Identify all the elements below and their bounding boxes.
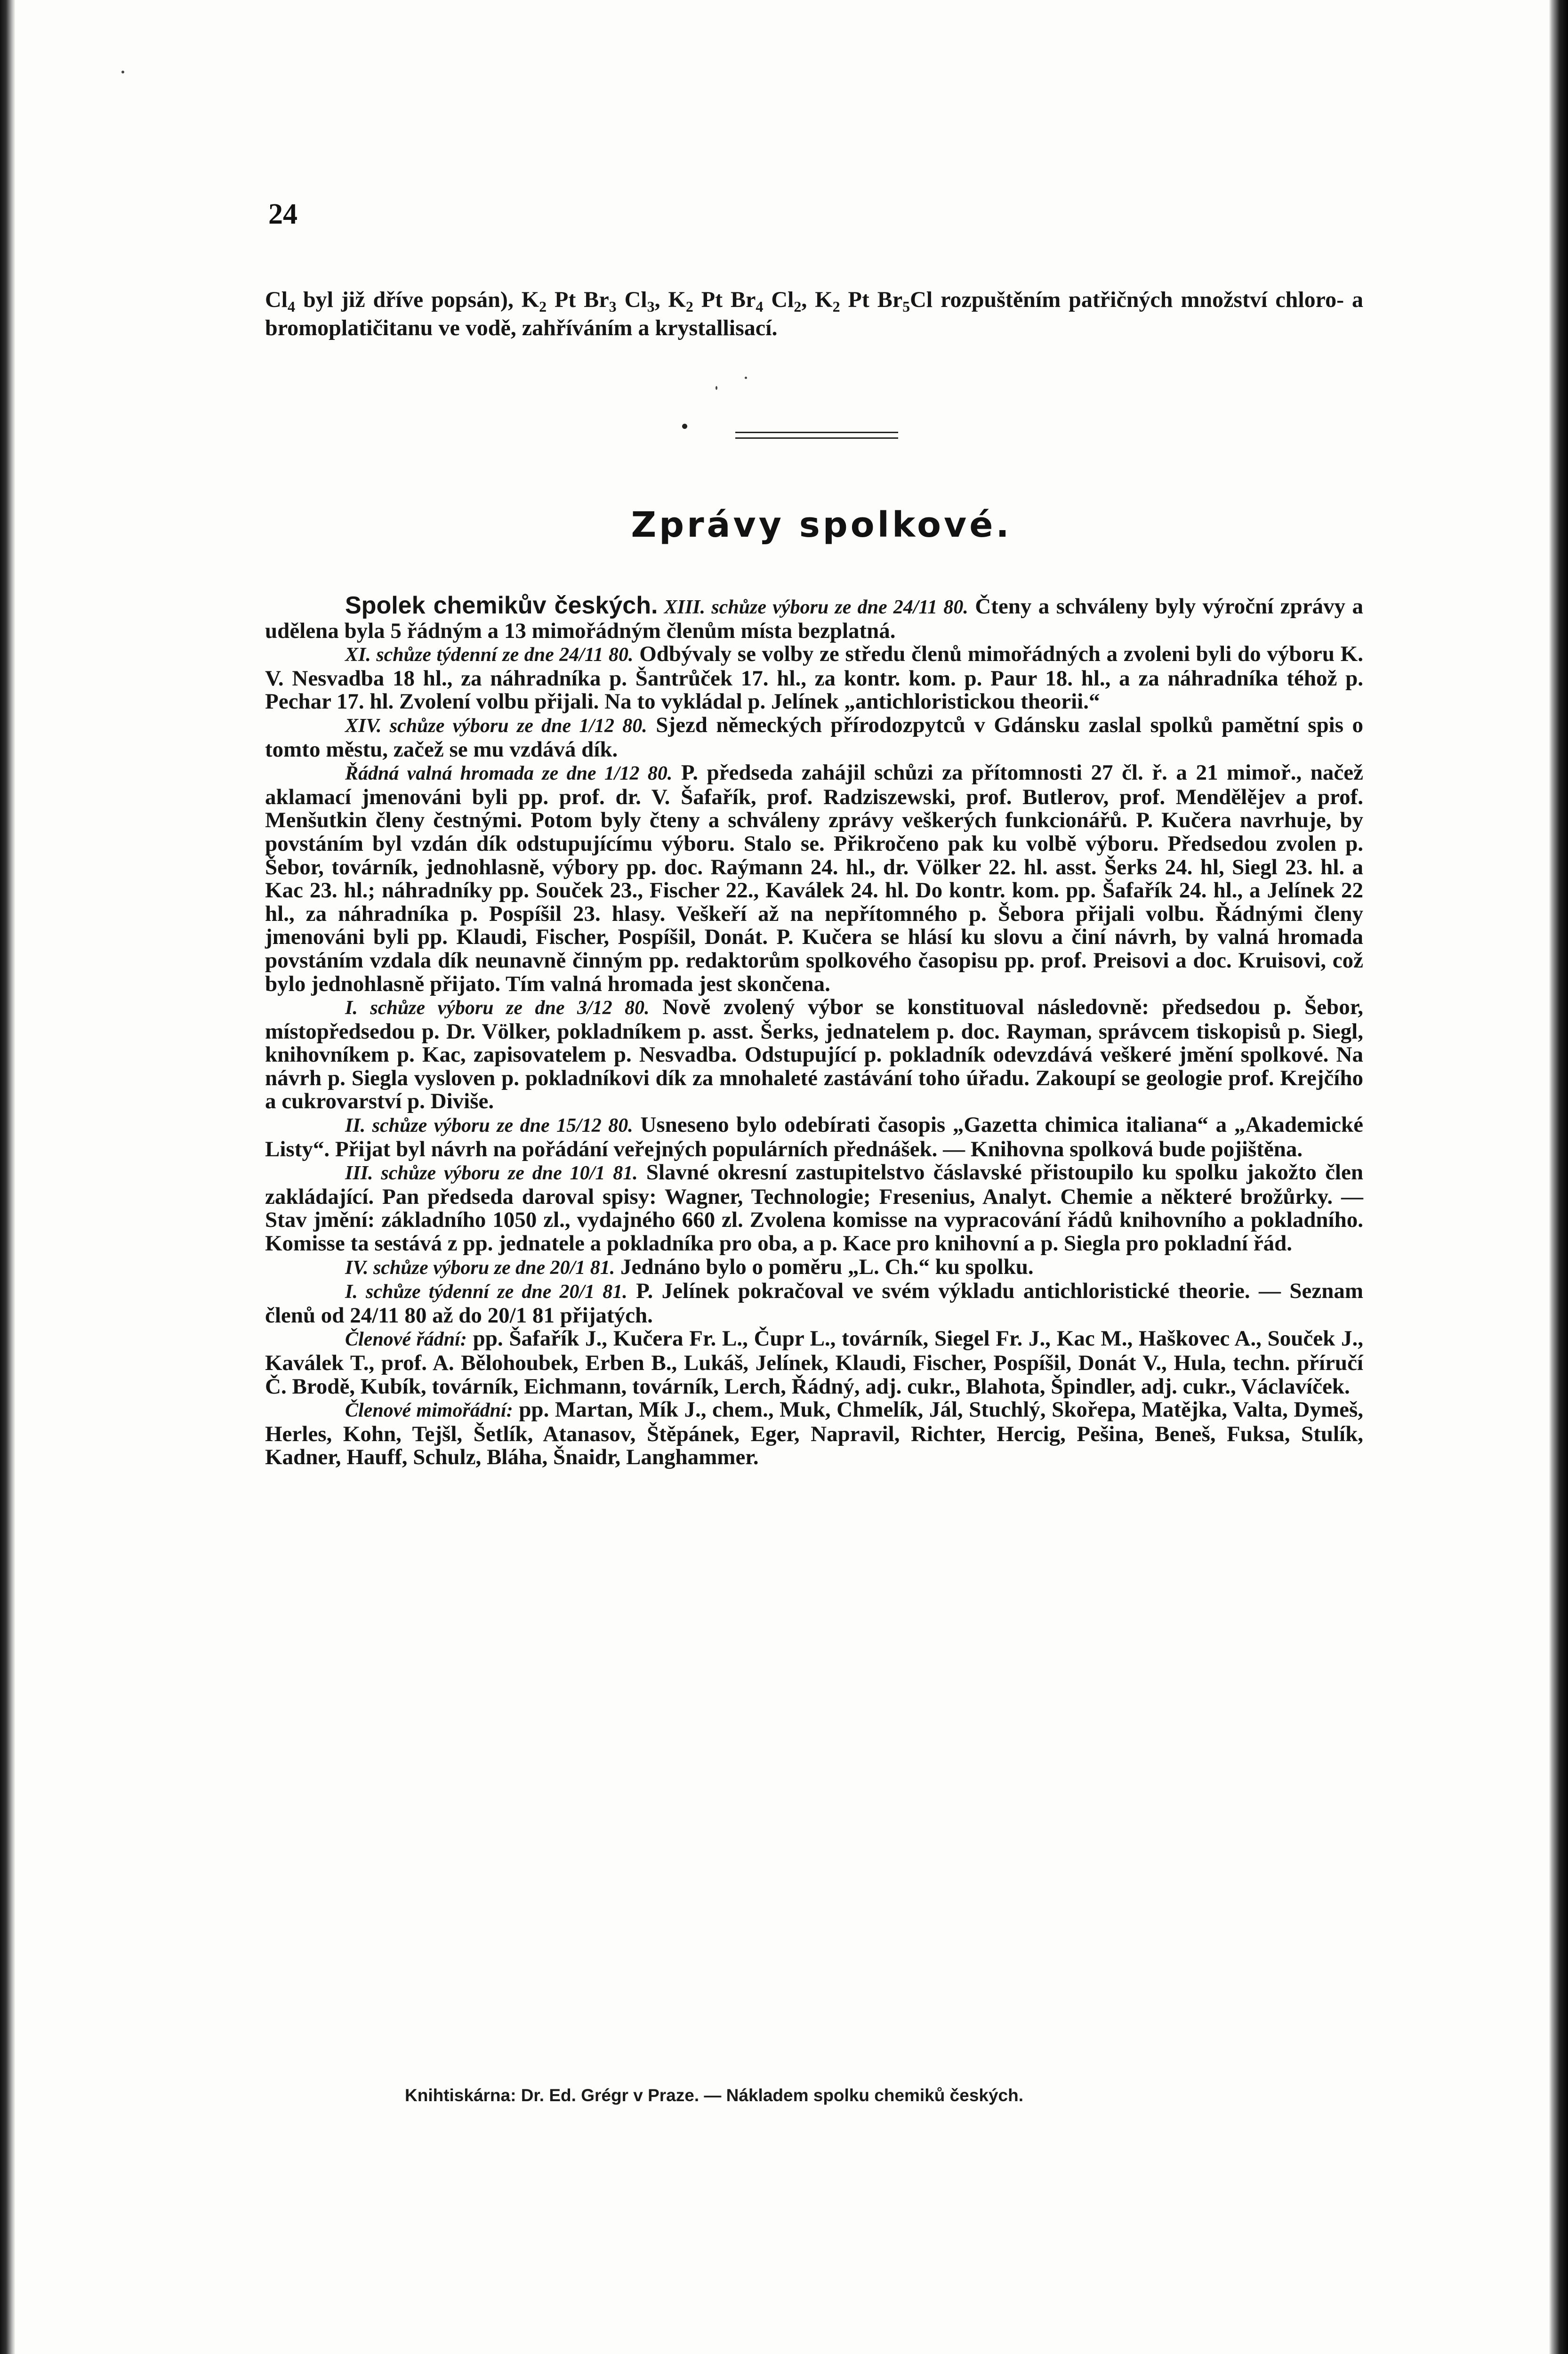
report-paragraph <box>265 1398 1363 1469</box>
scan-speck <box>745 377 747 379</box>
paragraph-text: pp. Martan, Mík J., chem., Muk, Chmelík, Jál, Stuchlý, Skořepa, Matějka, Valta, Dymeš, Herles, Kohn, Tejšl, Šetlík, Atanasov, Štěpánek, Eger, Napravil, Richter, Hercig, Pešina, Beneš, Fuksa, Stulík, Kadner, Hauff, Schulz, Bláha, Šnaidr, Langhammer. <box>265 1397 1363 1470</box>
report-paragraph <box>265 761 1363 996</box>
formula-subscript: 3 <box>647 298 655 315</box>
separator-rule-bottom <box>735 437 898 439</box>
intro-text: Cl <box>616 287 647 312</box>
intro-text: Pt Br <box>693 287 756 312</box>
scan-speck <box>716 386 717 390</box>
formula-subscript: 4 <box>756 298 764 315</box>
intro-text: Cl <box>265 287 288 312</box>
section-heading: Zprávy spolkové. <box>631 505 1012 545</box>
intro-text: Cl rozpuštěním patřičných množství chloro- a bromoplatičitanu ve vodě, zahříváním a krystallisací. <box>265 287 1364 340</box>
meeting-title: XIV. schůze výboru ze dne 1/12 80. <box>345 715 647 737</box>
formula-subscript: 5 <box>902 298 910 315</box>
intro-text: Pt Br <box>547 287 609 312</box>
report-paragraph <box>265 1280 1363 1327</box>
report-paragraph <box>265 714 1363 761</box>
meeting-title: XIII. schůze výboru ze dne 24/11 80. <box>658 597 968 618</box>
society-name: Spolek chemikův českých. <box>345 592 658 619</box>
separator-dot <box>682 424 687 429</box>
paragraph-text: P. předseda zahájil schůzi za přítomnosti 27 čl. ř. a 21 mimoř., načež aklamací jmenováni byli pp. prof. dr. V. Šafařík, prof. Radziszewski, prof. Butlerov, prof. Mendělějev a prof. Menšutkin členy čestnými. Potom byly čteny a schváleny zprávy veškerých funkcionářů. P. Kučera navrhuje, by povstáním byl vzdán dík odstupujícímu výboru. Stalo se. Přikročeno pak ku volbě výboru. Předsedou zvolen p. Šebor, továrník, jednohlasně, výbory pp. doc. Raýmann 24. hl., dr. Völker 22. hl. asst. Šerks 24. hl, Siegl 23. hl. a Kac 23. hl.; náhradníky pp. Souček 23., Fischer 22., Kaválek 24. hl. Do kontr. kom. pp. Šafařík 24. hl., a Jelínek 22 hl., za náhradníka p. Pospíšil 23. hlasy. Veškeří až na nepřítomného p. Šebora přijali volbu. Řádnými členy jmenováni byli pp. Klaudi, Fischer, Pospíšil, Donát. P. Kučera se hlásí ku slovu a činí návrh, by valná hromada povstáním vzdala dík neunavně činným pp. redaktorům spolkového časopisu pp. prof. Preisovi a doc. Kruisovi, což bylo jednohlasně přijato. Tím valná hromada jest skončena. <box>265 760 1363 996</box>
meeting-title: XI. schůze týdenní ze dne 24/11 80. <box>345 644 634 666</box>
intro-text: Pt Br <box>840 287 903 312</box>
formula-subscript: 3 <box>609 298 617 315</box>
page-number: 24 <box>268 198 298 230</box>
formula-subscript: 2 <box>832 298 840 315</box>
intro-text: , K <box>654 287 686 312</box>
paragraph-text: Slavné okresní zastupitelstvo čáslavské přistoupilo ku spolku jakožto člen zakládající. Pan předseda daroval spisy: Wagner, Technologie; Fresenius, Analyt. Chemie a některé brožůrky. — Stav jmění: základního 1050 zl., vydajného 660 zl. Zvolena komisse na vypracování řádů knihovního a pokladního. Komisse ta sestává z pp. jednatele a pokladníka pro oba, a p. Kace pro knihovní a p. Siegla pro pokladní řád. <box>265 1160 1363 1256</box>
report-paragraph <box>265 594 1363 643</box>
scan-edge-left <box>0 0 15 2354</box>
paragraph-text: P. Jelínek pokračoval ve svém výkladu antichloristické theorie. — Seznam členů od 24/11 80 až do 20/1 81 přijatých. <box>265 1279 1363 1328</box>
reports-body <box>265 594 1363 1469</box>
intro-text: byl již dříve popsán), K <box>295 287 539 312</box>
formula-subscript: 2 <box>539 298 547 315</box>
report-paragraph <box>265 1113 1363 1161</box>
paragraph-text: Odbývaly se volby ze středu členů mimořádných a zvoleni byli do výboru K. V. Nesvadba 18 hl., za náhradníka p. Šantrůček 17. hl., za kontr. kom. p. Paur 18. hl., a za náhradníka téhož p. Pechar 17. hl. Zvolení volbu přijali. Na to vykládal p. Jelínek „antichloristickou theorii.“ <box>265 642 1363 714</box>
separator-rule-top <box>735 432 898 433</box>
meeting-title: Členové mimořádní: <box>345 1400 513 1422</box>
meeting-title: I. schůze výboru ze dne 3/12 80. <box>345 997 650 1019</box>
meeting-title: Řádná valná hromada ze dne 1/12 80. <box>345 763 673 785</box>
formula-subscript: 2 <box>685 298 693 315</box>
paragraph-text: Usneseno bylo odebírati časopis „Gazetta chimica italiana“ a „Akademické Listy“. Přijat byl návrh na pořádání veřejných populárních přednášek. — Knihovna spolková bude pojištěna. <box>265 1113 1363 1161</box>
intro-text: , K <box>801 287 833 312</box>
meeting-title: II. schůze výboru ze dne 15/12 80. <box>345 1115 633 1137</box>
report-paragraph <box>265 643 1363 714</box>
paragraph-text: Čteny a schváleny byly výroční zprávy a udělena byla 5 řádným a 13 mimořádným členům místa bezplatná. <box>265 594 1364 643</box>
formula-subscript: 4 <box>288 298 295 315</box>
scan-edge-right <box>1549 0 1568 2354</box>
paragraph-text: Sjezd německých přírodozpytců v Gdánsku zaslal spolků pamětní spis o tomto městu, začež se mu vzdává dík. <box>265 712 1363 762</box>
report-paragraph <box>265 1327 1363 1398</box>
meeting-title: I. schůze týdenní ze dne 20/1 81. <box>345 1281 627 1303</box>
paragraph-text: Nově zvolený výbor se konstituoval následovně: předsedou p. Šebor, místopředsedou p. Dr. Völker, pokladníkem p. asst. Šerks, jednatelem p. doc. Rayman, správcem tiskopisů p. Siegl, knihovníkem p. Kac, zapisovatelem p. Nesvadba. Odstupující p. pokladník odevzdává veškeré jmění spolkové. Na návrh p. Siegla vysloven p. pokladníkovi dík za mnohaleté zastávání toho úřadu. Zakoupí se geologie prof. Krejčího a cukrovarství p. Diviše. <box>265 995 1363 1114</box>
paragraph-text: pp. Šafařík J., Kučera Fr. L., Čupr L., továrník, Siegel Fr. J., Kac M., Haškovec A., Souček J., Kaválek T., prof. A. Bělohoubek, Erben B., Lukáš, Jelínek, Klaudi, Fischer, Pospíšil, Donát V., Hula, techn. příručí Č. Brodě, Kubík, továrník, Eichmann, továrník, Lerch, Řádný, adj. cukr., Blahota, Špindler, adj. cukr., Václavíček. <box>265 1326 1363 1399</box>
intro-text: Cl <box>763 287 794 312</box>
meeting-title: Členové řádní: <box>345 1329 467 1351</box>
report-paragraph <box>265 1161 1363 1255</box>
report-paragraph <box>265 996 1363 1113</box>
intro-paragraph <box>265 286 1363 342</box>
meeting-title: IV. schůze výboru ze dne 20/1 81. <box>345 1257 615 1279</box>
scan-speck <box>121 71 124 73</box>
paragraph-text: Jednáno bylo o poměru „L. Ch.“ ku spolku. <box>615 1254 1034 1279</box>
formula-subscript: 2 <box>794 298 802 315</box>
meeting-title: III. schůze výboru ze dne 10/1 81. <box>345 1162 638 1185</box>
report-paragraph <box>265 1256 1363 1280</box>
printer-imprint: Knihtiskárna: Dr. Ed. Grégr v Praze. — Nákladem spolku chemiků českých. <box>405 2086 1024 2105</box>
